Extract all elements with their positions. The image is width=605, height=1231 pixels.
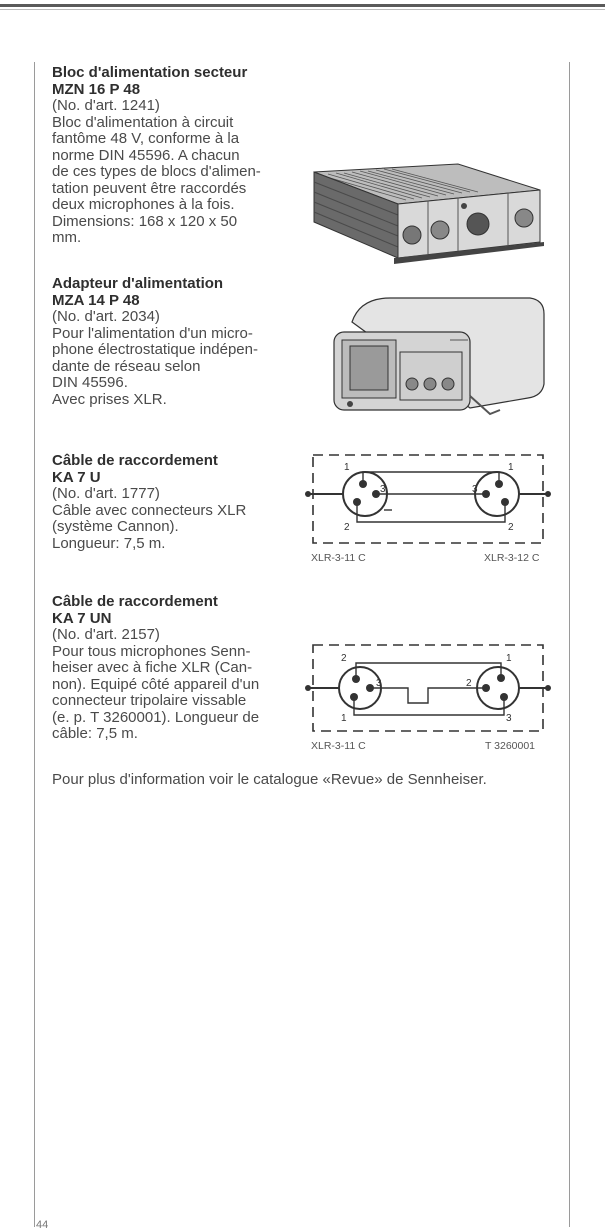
- ka7un-right-connector-label: T 3260001: [485, 740, 536, 752]
- svg-text:1: 1: [341, 713, 347, 724]
- entry-line: (No. d'art. 2157): [52, 626, 160, 643]
- entry-line: norme DIN 45596. A chacun: [52, 146, 240, 164]
- entry-line: (e. p. T 3260001). Longueur de: [52, 708, 260, 726]
- entry-line: Câble avec connecteurs XLR: [52, 501, 247, 519]
- top-rule: [0, 4, 605, 7]
- ka7u-right-connector-label: XLR-3-12 C: [484, 552, 540, 564]
- entry-line: Dimensions: 168 x 120 x 50: [52, 212, 238, 230]
- entry-title: Câble de raccordement: [52, 593, 218, 610]
- entry-title: Bloc d'alimentation secteur: [52, 64, 248, 81]
- entry-line: Pour tous microphones Senn-: [52, 642, 251, 660]
- entry-line: non). Equipé côté appareil d'un: [52, 675, 260, 693]
- ka7u-wiring-diagram: [300, 448, 555, 551]
- svg-text:2: 2: [341, 653, 347, 664]
- entry-line: deux microphones à la fois.: [52, 196, 235, 213]
- entry-model: MZN 16 P 48: [52, 80, 141, 98]
- svg-text:3: 3: [472, 484, 478, 495]
- svg-text:3: 3: [376, 678, 382, 689]
- entry-model: MZA 14 P 48: [52, 291, 140, 309]
- entry-mzn16p48: [52, 65, 297, 247]
- entry-line: fantôme 48 V, conforme à la: [52, 130, 240, 147]
- svg-text:2: 2: [508, 522, 514, 533]
- entry-ka7un: [52, 594, 297, 743]
- left-margin-line: [34, 62, 35, 1227]
- entry-line: heiser avec à fiche XLR (Can-: [52, 659, 253, 676]
- entry-line: Longueur: 7,5 m.: [52, 534, 166, 552]
- page-number: 44: [36, 1219, 49, 1231]
- top-rule-thin: [0, 9, 605, 10]
- entry-line: Avec prises XLR.: [52, 390, 167, 408]
- entry-line: connecteur tripolaire vissable: [52, 692, 247, 709]
- svg-text:2: 2: [344, 522, 350, 533]
- entry-line: mm.: [52, 229, 82, 246]
- ka7un-wiring-diagram: [300, 637, 555, 739]
- entry-line: (No. d'art. 1777): [52, 485, 160, 502]
- entry-line: DIN 45596.: [52, 374, 128, 391]
- svg-text:1: 1: [506, 653, 512, 664]
- entry-line: tation peuvent être raccordés: [52, 179, 247, 197]
- ka7un-left-connector-label: XLR-3-11 C: [311, 740, 366, 752]
- svg-text:1: 1: [508, 462, 514, 473]
- entry-title: Câble de raccordement: [52, 452, 218, 469]
- footer-note: Pour plus d'information voir le catalogue «Revue» de Sennheiser.: [52, 771, 487, 788]
- entry-ka7u: [52, 453, 297, 552]
- ka7u-left-connector-label: XLR-3-11 C: [311, 552, 366, 564]
- svg-text:2: 2: [466, 678, 472, 689]
- adapter-illustration: [330, 292, 552, 422]
- entry-line: (No. d'art. 1241): [52, 97, 160, 114]
- entry-line: Pour l'alimentation d'un micro-: [52, 324, 253, 342]
- entry-line: phone électrostatique indépen-: [52, 341, 258, 358]
- svg-text:3: 3: [506, 713, 512, 724]
- entry-title: Adapteur d'alimentation: [52, 275, 224, 292]
- entry-model: KA 7 UN: [52, 609, 112, 627]
- svg-text:3: 3: [380, 484, 386, 495]
- entry-line: de ces types de blocs d'alimen-: [52, 163, 261, 180]
- entry-line: Bloc d'alimentation à circuit: [52, 113, 234, 131]
- entry-mza14p48: [52, 276, 297, 408]
- entry-line: (système Cannon).: [52, 518, 179, 535]
- entry-line: câble: 7,5 m.: [52, 725, 138, 742]
- right-margin-line: [569, 62, 570, 1227]
- power-supply-illustration: [308, 160, 548, 275]
- svg-text:1: 1: [344, 462, 350, 473]
- entry-line: dante de réseau selon: [52, 357, 201, 375]
- entry-line: (No. d'art. 2034): [52, 308, 160, 325]
- entry-model: KA 7 U: [52, 468, 101, 486]
